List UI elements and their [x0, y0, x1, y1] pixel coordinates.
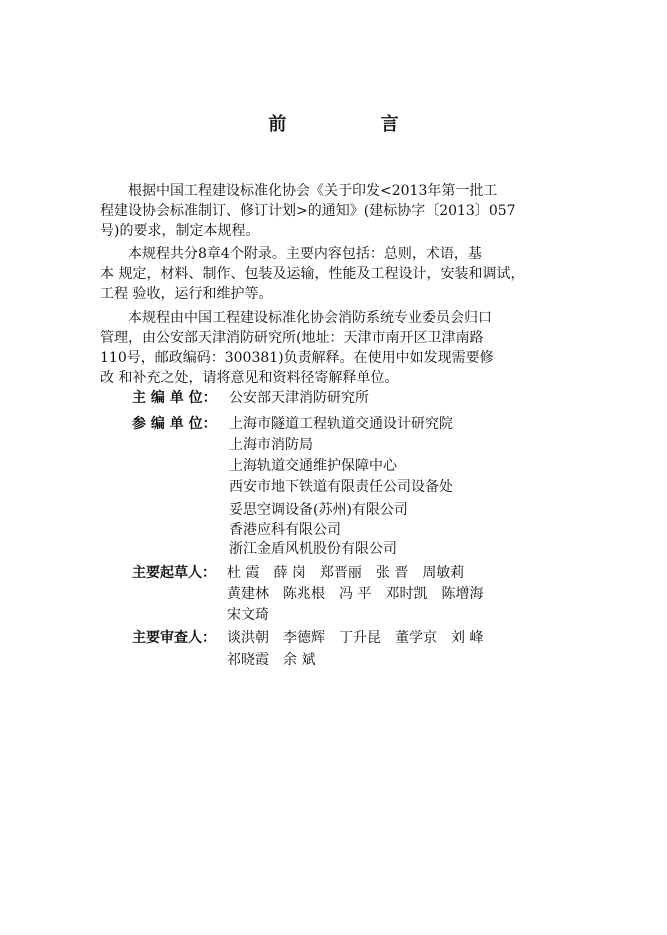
drafter-name: 陈兆根 — [283, 586, 325, 602]
participating-unit: 香港应科有限公司 — [229, 522, 341, 538]
drafters-row — [0, 604, 667, 626]
drafter-name: 陈增海 — [441, 586, 484, 602]
reviewer-name: 丁升昆 — [339, 630, 381, 646]
paragraph-line: 本规程由中国工程建设标准化协会消防系统专业委员会归口 — [100, 310, 492, 326]
participating-row — [0, 434, 667, 456]
participating-unit: 上海市隧道工程轨道交通设计研究院 — [229, 416, 453, 432]
drafters-row — [0, 562, 667, 584]
drafter-name: 邓时凯 — [385, 586, 428, 602]
participating-unit: 妥思空调设备(苏州)有限公司 — [229, 502, 408, 518]
participating-row — [0, 476, 667, 498]
paragraph-line: 程建设协会标准制订、修订计划>的通知》(建标协字〔2013〕057 — [100, 203, 516, 219]
participating-unit: 上海市消防局 — [229, 437, 313, 453]
paragraph-line: 根据中国工程建设标准化协会《关于印发<2013年第一批工 — [100, 183, 498, 199]
reviewers-row — [0, 627, 667, 649]
paragraph-line: 本规程共分8章4个附录。主要内容包括：总则，术语，基 — [100, 246, 482, 262]
reviewer-name: 刘 峰 — [451, 630, 484, 646]
drafters-names — [227, 583, 497, 605]
participating-row — [0, 538, 667, 560]
drafters-names — [227, 604, 283, 626]
participating-row — [0, 413, 667, 435]
paragraph-line: 管理，由公安部天津消防研究所(地址：天津市南开区卫津南路 — [100, 330, 484, 346]
drafter-name: 宋文琦 — [227, 607, 269, 623]
reviewers-label: 主要审查人： — [132, 630, 216, 646]
paragraph-management — [100, 308, 555, 388]
paragraph-contents — [100, 244, 555, 304]
chief-editor-label: 主 编 单 位： — [132, 390, 217, 406]
paragraph-basis — [100, 181, 555, 241]
participating-unit: 浙江金盾风机股份有限公司 — [229, 541, 397, 557]
paragraph-line: 工程 验收，运行和维护等。 — [100, 286, 273, 302]
drafters-row — [0, 583, 667, 605]
participating-row — [0, 499, 667, 521]
participating-unit: 西安市地下铁道有限责任公司设备处 — [229, 479, 453, 495]
chief-editor-row — [0, 387, 667, 409]
reviewer-name: 李德辉 — [283, 630, 325, 646]
participating-unit: 上海轨道交通维护保障中心 — [229, 458, 397, 474]
drafters-label: 主要起草人： — [132, 565, 216, 581]
participating-row — [0, 455, 667, 477]
reviewer-name: 祁晓霞 — [227, 652, 269, 668]
drafters-names — [227, 562, 478, 584]
reviewers-names — [227, 627, 497, 649]
paragraph-line: 号)的要求，制定本规程。 — [100, 223, 260, 239]
paragraph-line: 改 和补充之处，请将意见和资料径寄解释单位。 — [100, 370, 399, 386]
drafter-name: 黄建林 — [227, 586, 269, 602]
reviewers-names — [227, 649, 329, 671]
participating-label: 参 编 单 位： — [132, 416, 217, 432]
drafter-name: 杜 霞 — [227, 565, 260, 581]
paragraph-line: 本 规定，材料、制作、包装及运输，性能及工程设计，安装和调试， — [100, 266, 525, 282]
page-title: 前 言 — [268, 114, 443, 135]
reviewers-row — [0, 649, 667, 671]
drafter-name: 薛 岗 — [273, 565, 306, 581]
paragraph-line: 110号，邮政编码：300381)负责解释。在使用中如发现需要修 — [100, 350, 494, 366]
drafter-name: 周敏莉 — [422, 565, 465, 581]
reviewer-name: 董学京 — [395, 630, 437, 646]
drafter-name: 郑晋丽 — [319, 565, 362, 581]
reviewer-name: 余 斌 — [283, 652, 316, 668]
drafter-name: 张 晋 — [375, 565, 409, 581]
drafter-name: 冯 平 — [339, 586, 372, 602]
chief-editor-value: 公安部天津消防研究所 — [229, 390, 369, 406]
reviewer-name: 谈洪朝 — [227, 630, 269, 646]
